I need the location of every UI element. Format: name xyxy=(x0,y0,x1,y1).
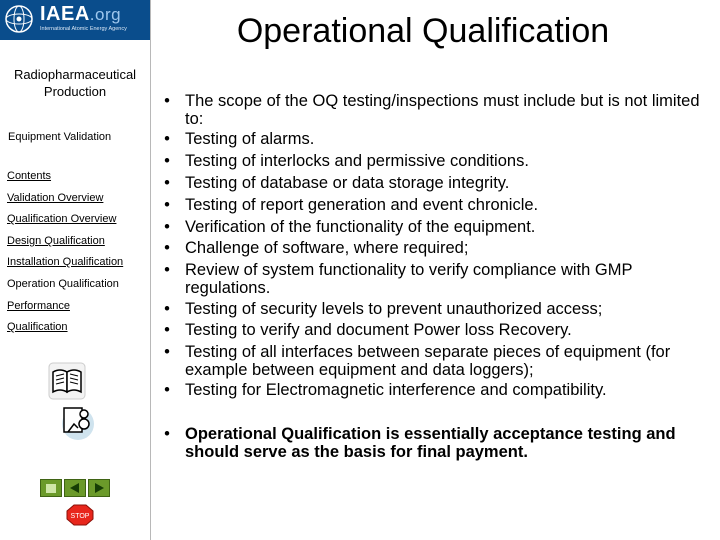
list-item-text: Testing of security levels to prevent unauthorized access; xyxy=(185,300,603,318)
list-item-text: Testing of database or data storage integrity. xyxy=(185,174,510,192)
logo-text: IAEA.org xyxy=(40,3,122,25)
bullet: • xyxy=(164,130,170,148)
bullet: • xyxy=(164,174,170,192)
nav-link-qualification[interactable]: Qualification xyxy=(7,321,68,333)
stop-label: STOP xyxy=(70,513,90,520)
bullet: • xyxy=(164,381,170,399)
home-icon xyxy=(41,480,61,496)
list-item-text: Operational Qualification is essentially acceptance testing and should serve as the basis for final payment. xyxy=(185,425,676,461)
back-icon xyxy=(65,480,85,496)
back-button[interactable] xyxy=(64,479,86,497)
forward-icon xyxy=(89,480,109,496)
list-item-text: Testing of all interfaces between separate pieces of equipment (for example between equipment and data loggers); xyxy=(185,343,671,379)
bullet: • xyxy=(164,152,170,170)
section-title: Equipment Validation xyxy=(8,131,112,143)
course-title: Radiopharmaceutical Production xyxy=(13,67,137,99)
bullet: • xyxy=(164,92,170,110)
stop-button[interactable] xyxy=(66,504,94,526)
navigation-buttons xyxy=(40,479,110,497)
sidebar xyxy=(0,0,151,540)
list-item-text: The scope of the OQ testing/inspections must include but is not limited to: xyxy=(185,92,700,128)
bullet: • xyxy=(164,321,170,339)
bullet: • xyxy=(164,300,170,318)
list-item-text: Testing of alarms. xyxy=(185,130,315,148)
bullet: • xyxy=(164,261,170,279)
bullet: • xyxy=(164,218,170,236)
atom-globe-icon xyxy=(4,4,34,34)
list-item-text: Testing for Electromagnetic interference and compatibility. xyxy=(185,381,607,399)
nav-link-qualification-overview[interactable]: Qualification Overview xyxy=(7,213,117,225)
book-icon xyxy=(48,362,86,400)
nav-link-contents[interactable]: Contents xyxy=(7,170,52,182)
list-item-text: Review of system functionality to verify compliance with GMP regulations. xyxy=(185,261,633,297)
nav-link-validation-overview[interactable]: Validation Overview xyxy=(7,192,104,204)
person-icon xyxy=(60,402,96,442)
list-item-text: Testing to verify and document Power loss Recovery. xyxy=(185,321,572,339)
nav-link-operation-qualification[interactable]: Operation Qualification xyxy=(7,278,119,290)
list-item-text: Testing of interlocks and permissive conditions. xyxy=(185,152,529,170)
bullet: • xyxy=(164,425,170,443)
forward-button[interactable] xyxy=(88,479,110,497)
list-item-text: Verification of the functionality of the equipment. xyxy=(185,218,536,236)
slide-title: Operational Qualification xyxy=(236,12,610,50)
bullet: • xyxy=(164,196,170,214)
list-item-text: Challenge of software, where required; xyxy=(185,239,469,257)
stop-sign-icon xyxy=(66,504,94,526)
bullet: • xyxy=(164,343,170,361)
iaea-logo[interactable] xyxy=(0,0,150,40)
home-button[interactable] xyxy=(40,479,62,497)
nav-link-installation-qualification[interactable]: Installation Qualification xyxy=(7,256,124,268)
list-item-text: Testing of report generation and event chronicle. xyxy=(185,196,539,214)
nav-link-performance[interactable]: Performance xyxy=(7,300,70,312)
nav-link-design-qualification[interactable]: Design Qualification xyxy=(7,235,105,247)
bullet: • xyxy=(164,239,170,257)
logo-subtitle: International Atomic Energy Agency xyxy=(40,26,127,32)
